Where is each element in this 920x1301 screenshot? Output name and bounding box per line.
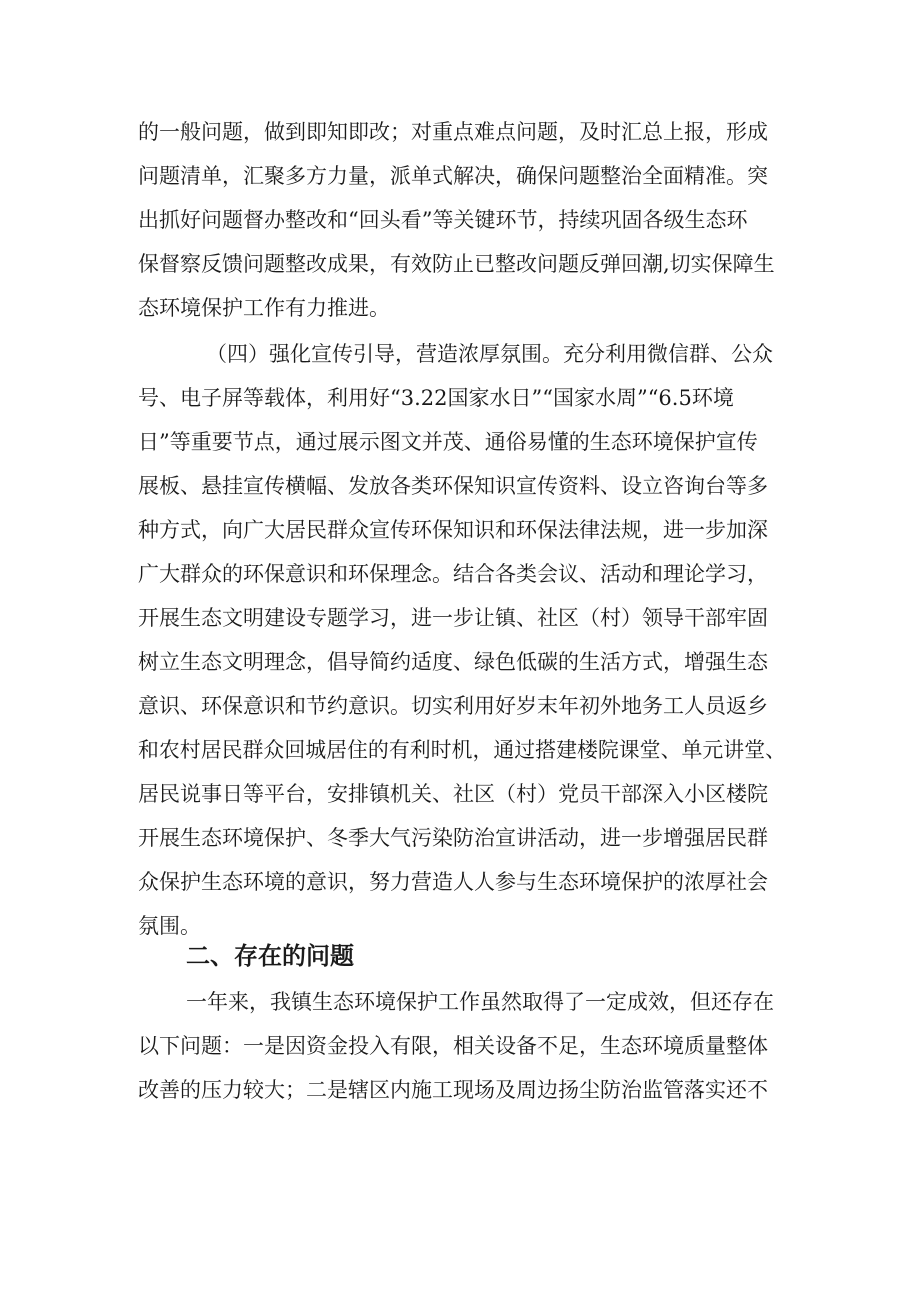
section-heading: 二、存在的问题 <box>186 942 354 970</box>
text-line: 种方式，向广大居民群众宣传环保知识和环保法律法规，进一步加深 <box>138 518 768 542</box>
text-line: 出抓好问题督办整改和“回头看”等关键环节，持续巩固各级生态环 <box>138 208 748 232</box>
text-line: 改善的压力较大；二是辖区内施工现场及周边扬尘防治监管落实还不 <box>138 1078 768 1102</box>
text-line: 开展生态文明建设专题学习，进一步让镇、社区（村）领导干部牢固 <box>138 606 768 630</box>
text-line: 保督察反馈问题整改成果，有效防止已整改问题反弹回潮,切实保障生 <box>138 252 775 276</box>
text-line: （四）强化宣传引导，营造浓厚氛围。充分利用微信群、公众 <box>206 342 773 366</box>
text-line: 开展生态环境保护、冬季大气污染防治宣讲活动，进一步增强居民群 <box>138 826 768 850</box>
text-line: 问题清单，汇聚多方力量，派单式解决，确保问题整治全面精准。突 <box>138 164 768 188</box>
text-line: 态环境保护工作有力推进。 <box>138 296 390 320</box>
text-line: 树立生态文明理念，倡导简约适度、绿色低碳的生活方式，增强生态 <box>138 650 768 674</box>
text-line: 氛围。 <box>138 914 201 938</box>
text-line: 和农村居民群众回城居住的有利时机，通过搭建楼院课堂、单元讲堂、 <box>138 738 787 762</box>
text-line: 展板、悬挂宣传横幅、发放各类环保知识宣传资料、设立咨询台等多 <box>138 474 768 498</box>
text-line: 以下问题：一是因资金投入有限，相关设备不足，生态环境质量整体 <box>138 1034 768 1058</box>
text-line: 一年来，我镇生态环境保护工作虽然取得了一定成效，但还存在 <box>186 990 774 1014</box>
text-line: 日”等重要节点，通过展示图文并茂、通俗易懂的生态环境保护宣传 <box>138 430 758 454</box>
text-line: 号、电子屏等载体，利用好“3.22国家水日”“国家水周”“6.5环境 <box>138 386 734 410</box>
text-line: 的一般问题，做到即知即改；对重点难点问题，及时汇总上报，形成 <box>138 120 768 144</box>
text-line: 众保护生态环境的意识，努力营造人人参与生态环境保护的浓厚社会 <box>138 870 768 894</box>
text-line: 意识、环保意识和节约意识。切实利用好岁末年初外地务工人员返乡 <box>138 694 768 718</box>
text-line: 居民说事日等平台，安排镇机关、社区（村）党员干部深入小区楼院 <box>138 782 768 806</box>
text-line: 广大群众的环保意识和环保理念。结合各类会议、活动和理论学习， <box>138 562 768 586</box>
